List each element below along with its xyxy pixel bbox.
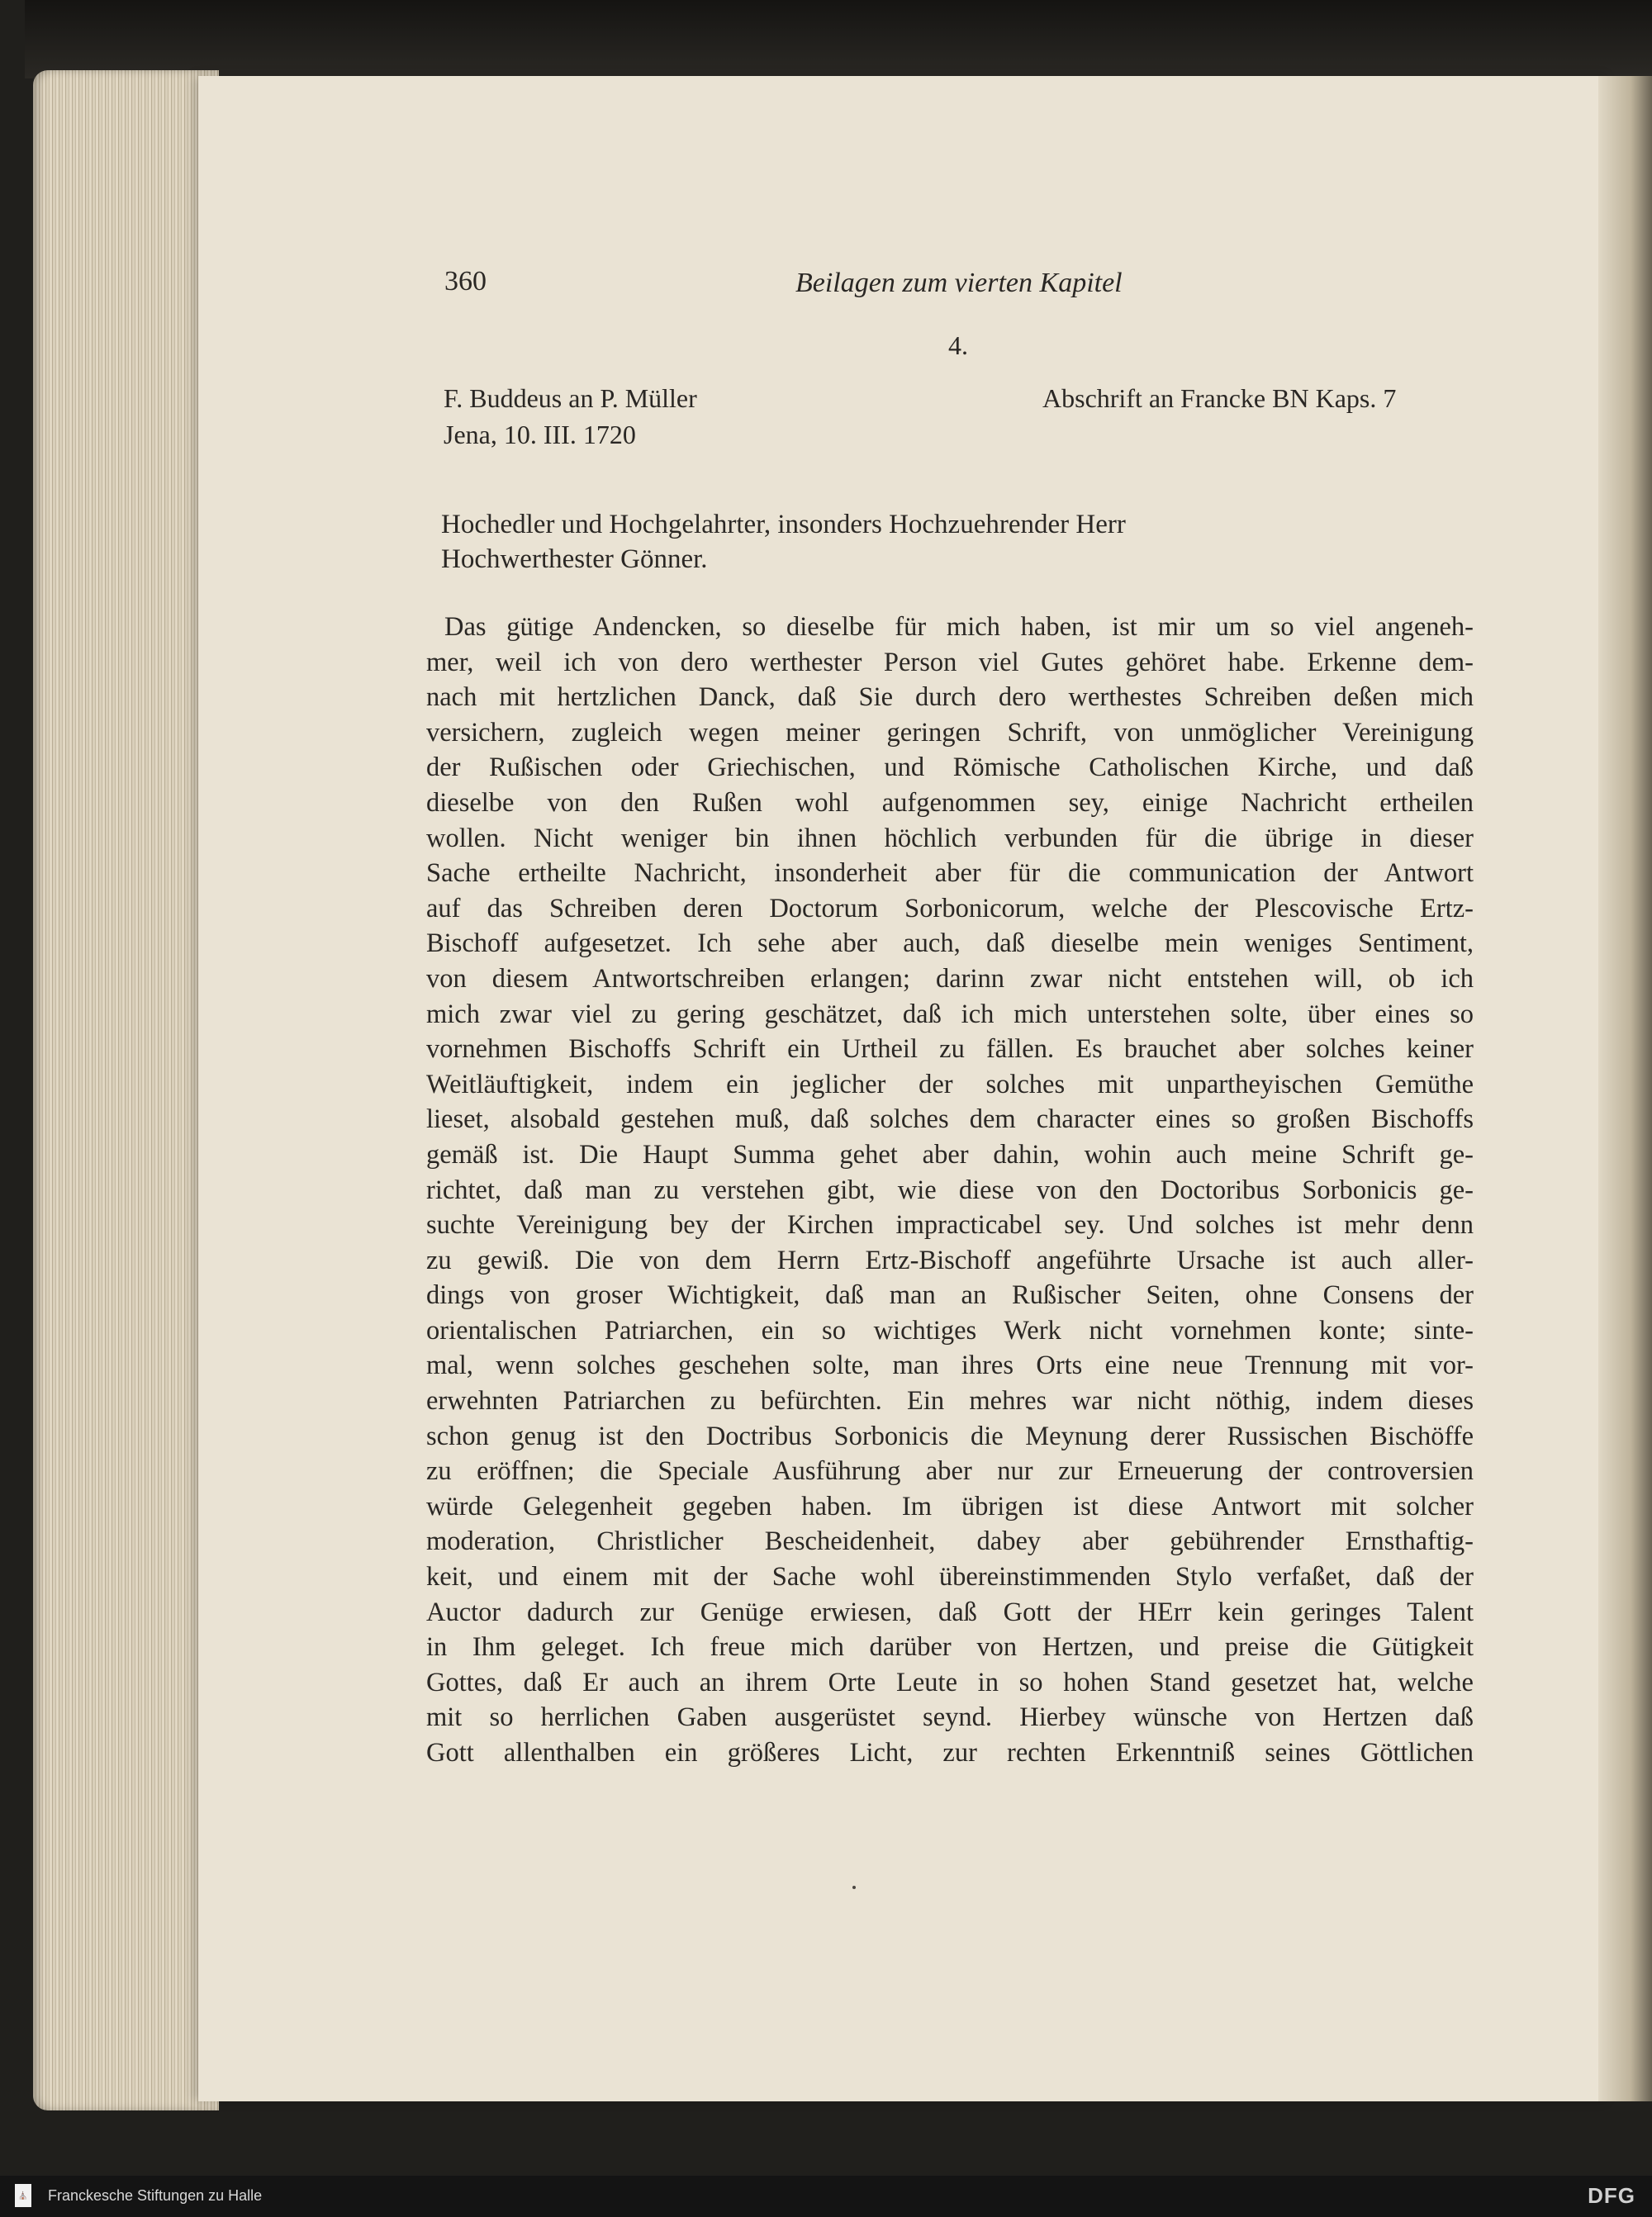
page-gutter — [1598, 76, 1652, 2101]
body-line: Gott allenthalben ein größeres Licht, zur rechten Erkenntniß seines Göttlichen — [426, 1738, 1474, 1768]
sender-recipient: F. Buddeus an P. Müller — [444, 383, 697, 413]
body-line: der Rußischen oder Griechischen, und Römische Catholischen Kirche, und daß — [426, 752, 1474, 783]
body-line: Bischoff aufgesetzet. Ich sehe aber auch, daß dieselbe mein weniges Sentiment, — [426, 928, 1474, 959]
body-line: würde Gelegenheit gegeben haben. Im übrigen ist diese Antwort mit solcher — [426, 1491, 1474, 1522]
body-line: moderation, Christlicher Bescheidenheit, dabey aber gebührender Ernsthaftig- — [426, 1526, 1474, 1557]
body-line: suchte Vereinigung bey der Kirchen impracticabel sey. Und solches ist mehr denn — [426, 1210, 1474, 1241]
letter-body — [426, 610, 1474, 1771]
body-line: in Ihm geleget. Ich freue mich darüber von Hertzen, und preise die Gütigkeit — [426, 1632, 1474, 1663]
body-line: mich zwar viel zu gering geschätzet, daß ich mich unterstehen solte, über eines so — [426, 999, 1474, 1029]
place-date: Jena, 10. III. 1720 — [444, 420, 636, 449]
body-line: nach mit hertzlichen Danck, daß Sie durch dero werthestes Schreiben deßen mich — [426, 682, 1474, 713]
viewer-footer — [0, 2176, 1652, 2217]
body-line: richtet, daß man zu verstehen gibt, wie diese von den Doctoribus Sorbonicis ge- — [426, 1175, 1474, 1205]
body-line: Das gütige Andencken, so dieselbe für mich haben, ist mir um so viel angeneh- — [444, 612, 1474, 642]
body-line: mer, weil ich von dero werthester Person viel Gutes gehöret habe. Erkenne dem- — [426, 647, 1474, 677]
body-line: keit, und einem mit der Sache wohl übereinstimmenden Stylo verfaßet, daß der — [426, 1562, 1474, 1593]
body-line: zu eröffnen; die Speciale Ausführung aber nur zur Erneuerung der controversien — [426, 1456, 1474, 1487]
body-line: wollen. Nicht weniger bin ihnen höchlich verbunden für die übrige in dieser — [426, 823, 1474, 853]
source-note: Abschrift an Francke BN Kaps. 7 — [1042, 383, 1397, 413]
dfg-logo: DFG — [1588, 2183, 1635, 2208]
body-line: Gottes, daß Er auch an ihrem Orte Leute in so hohen Stand gesetzet hat, welche — [426, 1667, 1474, 1697]
page-number: 360 — [444, 266, 487, 297]
running-title: Beilagen zum vierten Kapitel — [795, 268, 1123, 298]
salutation-line: Hochwerthester Gönner. — [441, 544, 708, 574]
body-line: erwehnten Patriarchen zu befürchten. Ein mehres war nicht nöthig, indem dieses — [426, 1386, 1474, 1417]
body-line: vornehmen Bischoffs Schrift ein Urtheil zu fällen. Es brauchet aber solches keiner — [426, 1034, 1474, 1065]
body-line: orientalischen Patriarchen, ein so wichtiges Werk nicht vornehmen konte; sinte- — [426, 1315, 1474, 1346]
document-number: 4. — [948, 330, 968, 360]
book-cover-edge — [25, 0, 1652, 78]
body-line: schon genug ist den Doctribus Sorbonicis die Meynung derer Russischen Bischöffe — [426, 1421, 1474, 1451]
running-head — [444, 266, 1477, 302]
body-line: mal, wenn solches geschehen solte, man ihres Orts eine neue Trennung mit vor- — [426, 1351, 1474, 1381]
body-line: Weitläuftigkeit, indem ein jeglicher der solches mit unpartheyischen Gemüthe — [426, 1069, 1474, 1099]
body-line: mit so herrlichen Gaben ausgerüstet seynd. Hierbey wünsche von Hertzen daß — [426, 1702, 1474, 1733]
salutation — [441, 507, 1126, 577]
body-line: Sache ertheilte Nachricht, insonderheit aber für die communication der Antwort — [426, 858, 1474, 889]
body-line: lieset, alsobald gestehen muß, daß solches dem character eines so großen Bischoffs — [426, 1104, 1474, 1135]
holding-institution: Franckesche Stiftungen zu Halle — [48, 2187, 263, 2204]
body-line: auf das Schreiben deren Doctorum Sorbonicorum, welche der Plescovische Ertz- — [426, 893, 1474, 923]
letter-header-left — [444, 380, 697, 453]
body-line: versichern, zugleich wegen meiner geringen Schrift, von unmöglicher Vereinigung — [426, 717, 1474, 748]
body-line: Auctor dadurch zur Genüge erwiesen, daß Gott der HErr kein geringes Talent — [426, 1597, 1474, 1627]
body-line: von diesem Antwortschreiben erlangen; darinn zwar nicht entstehen will, ob ich — [426, 963, 1474, 994]
page-edges — [33, 70, 219, 2110]
body-line: zu gewiß. Die von dem Herrn Ertz-Bischoff angeführte Ursache ist auch aller- — [426, 1245, 1474, 1275]
page-speck — [852, 1886, 856, 1889]
body-line: gemäß ist. Die Haupt Summa gehet aber dahin, wohin auch meine Schrift ge- — [426, 1139, 1474, 1170]
body-line: dings von groser Wichtigkeit, daß man an Rußischer Seiten, ohne Consens der — [426, 1280, 1474, 1311]
salutation-line: Hochedler und Hochgelahrter, insonders Hochzuehrender Herr — [441, 510, 1126, 539]
institution-logo-icon: ⛪ — [15, 2184, 31, 2207]
body-line: dieselbe von den Rußen wohl aufgenommen sey, einige Nachricht ertheilen — [426, 787, 1474, 818]
